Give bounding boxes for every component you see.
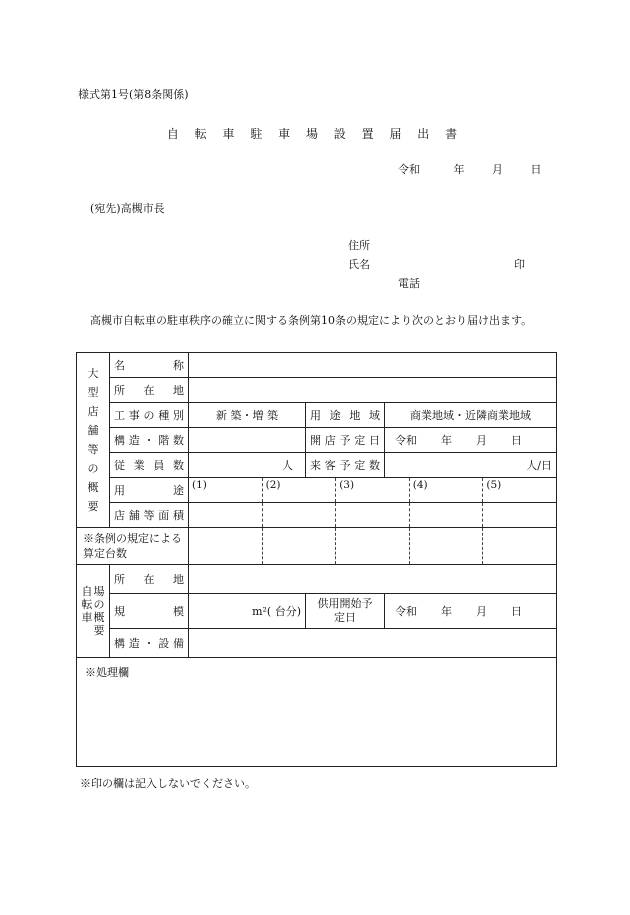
parking-location-label: 所 在 地 [110, 565, 189, 594]
scale-label: 規 模 [110, 594, 189, 629]
use-zone-label: 用 途 地 域 [306, 403, 385, 428]
footer-note: ※印の欄は記入しないでください。 [80, 777, 256, 790]
parking-location-field[interactable] [189, 565, 557, 594]
use-col-3: (3) [335, 478, 409, 502]
calc-field[interactable] [189, 528, 557, 565]
day: 日 [511, 605, 522, 618]
body-text: 高槻市自転車の駐車秩序の確立に関する条例第10条の規定により次のとおり届け出ます。 [90, 314, 533, 327]
name-label: 名 称 [110, 353, 189, 378]
day: 日 [511, 434, 522, 447]
month: 月 [476, 434, 487, 447]
calc-label: ※条例の規定による算定台数 [77, 528, 189, 565]
name-field[interactable] [189, 353, 557, 378]
employees-label: 従 業 員 数 [110, 453, 189, 478]
opening-date-label: 開店予定日 [306, 428, 385, 453]
employees-field[interactable]: 人 [189, 453, 306, 478]
structure-equipment-field[interactable] [189, 629, 557, 658]
structure-equipment-label: 構造・設備 [110, 629, 189, 658]
use-label: 用 途 [110, 478, 189, 503]
service-start-field[interactable] [385, 594, 557, 629]
name-label: 氏名 [348, 258, 370, 271]
document-title: 自 転 車 駐 車 場 設 置 届 出 書 [166, 127, 464, 141]
seal-label: 印 [514, 258, 525, 271]
structure-floors-field[interactable] [189, 428, 306, 453]
submission-date [398, 161, 542, 177]
year: 年 [441, 605, 452, 618]
construction-type-label: 工事の種別 [110, 403, 189, 428]
opening-date-field[interactable] [385, 428, 557, 453]
use-col-2: (2) [262, 478, 336, 502]
visitors-label: 来客予定数 [306, 453, 385, 478]
date-era: 令和 [398, 163, 420, 176]
date-year: 年 [453, 163, 465, 176]
era: 令和 [395, 434, 417, 447]
address-label: 住所 [348, 239, 370, 252]
date-month: 月 [492, 163, 503, 176]
section-store-overview: 大型店舗等の概要 [77, 353, 110, 528]
phone-label: 電話 [398, 277, 420, 290]
location-label: 所 在 地 [110, 378, 189, 403]
year: 年 [441, 434, 452, 447]
processing-field: ※処理欄 [77, 658, 557, 767]
month: 月 [476, 605, 487, 618]
construction-type-field[interactable]: 新 築・増 築 [189, 403, 306, 428]
form-number: 様式第1号(第8条関係) [78, 88, 189, 101]
section-parking-overview: 自転車 場の概要 [77, 565, 110, 658]
structure-floors-label: 構造・階数 [110, 428, 189, 453]
floor-area-label: 店舗等面積 [110, 503, 189, 528]
recipient: (宛先)高槻市長 [90, 202, 165, 215]
use-col-4: (4) [409, 478, 483, 502]
use-field[interactable] [189, 478, 557, 503]
application-table [76, 352, 557, 767]
floor-area-field[interactable] [189, 503, 557, 528]
date-day: 日 [530, 163, 542, 176]
visitors-field[interactable]: 人/日 [385, 453, 557, 478]
scale-field[interactable]: m²( 台分) [189, 594, 306, 629]
service-start-label: 供用開始予定日 [306, 594, 385, 629]
use-col-5: (5) [482, 478, 556, 502]
location-field[interactable] [189, 378, 557, 403]
use-col-1: (1) [192, 479, 207, 491]
use-zone-field[interactable]: 商業地域・近隣商業地域 [385, 403, 557, 428]
era: 令和 [395, 605, 417, 618]
